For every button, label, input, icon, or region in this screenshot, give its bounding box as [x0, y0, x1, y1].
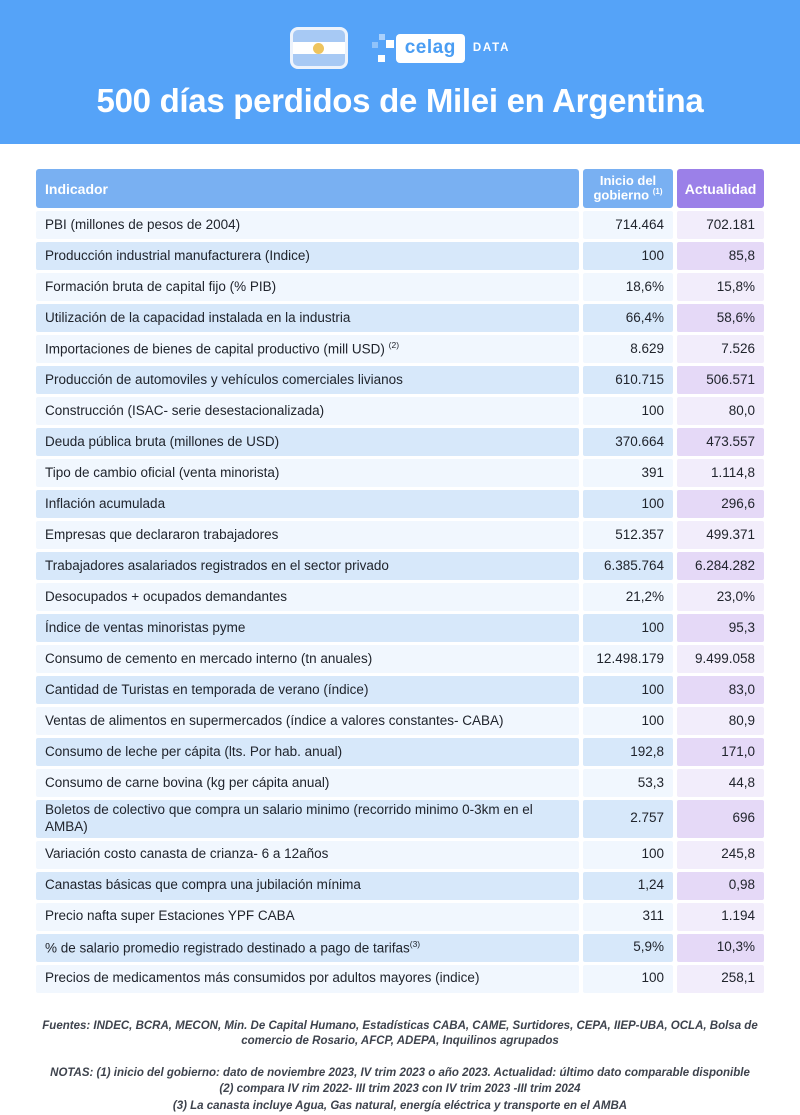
- table-row: [36, 335, 764, 363]
- table-row: [36, 490, 764, 518]
- banner-logo-row: [290, 25, 511, 71]
- table-section: [0, 166, 800, 996]
- inicio-gobierno-value-cell: 100: [583, 707, 673, 735]
- table-row: [36, 965, 764, 993]
- indicator-label: Consumo de cemento en mercado interno (tn anuales): [45, 650, 373, 666]
- inicio-gobierno-value-cell: 100: [583, 614, 673, 642]
- actualidad-value-cell: 44,8: [677, 769, 764, 797]
- table-row: [36, 800, 764, 838]
- inicio-gobierno-value-cell: 2.757: [583, 800, 673, 838]
- table-row: [36, 211, 764, 239]
- table-row: [36, 676, 764, 704]
- indicator-cell: [36, 552, 579, 580]
- indicator-cell: [36, 934, 579, 962]
- table-body: [36, 211, 764, 993]
- note-line-2: (2) compara IV rim 2022- III trim 2023 con IV trim 2023 -III trim 2024: [219, 1083, 581, 1096]
- indicator-cell: [36, 304, 579, 332]
- logo-wordmark: celag: [404, 36, 456, 58]
- indicator-cell: [36, 738, 579, 766]
- table-row: [36, 614, 764, 642]
- indicator-label: Importaciones de bienes de capital productivo (mill USD): [45, 341, 389, 357]
- table-row: [36, 707, 764, 735]
- footnote-marker: (2): [388, 339, 400, 350]
- indicator-label: Boletos de colectivo que compra un salario minimo (recorrido minimo 0-3km en el AMBA): [45, 802, 533, 834]
- table-row: [36, 521, 764, 549]
- indicator-cell: [36, 397, 579, 425]
- actualidad-value-cell: 9.499.058: [677, 645, 764, 673]
- indicator-cell: [36, 872, 579, 900]
- actualidad-value-cell: 1.194: [677, 903, 764, 931]
- actualidad-value-cell: 506.571: [677, 366, 764, 394]
- indicator-cell: [36, 903, 579, 931]
- inicio-gobierno-value-cell: 512.357: [583, 521, 673, 549]
- table-row: [36, 934, 764, 962]
- table-row: [36, 397, 764, 425]
- actualidad-value-cell: 171,0: [677, 738, 764, 766]
- indicator-label: Trabajadores asalariados registrados en el sector privado: [45, 557, 389, 573]
- note-line-1: NOTAS: (1) inicio del gobierno: dato de noviembre 2023, IV trim 2023 o año 2023. Actualidad: último dato comparable disponible: [50, 1066, 750, 1079]
- indicator-cell: [36, 242, 579, 270]
- note-line-3: (3) La canasta incluye Agua, Gas natural, energía eléctrica y transporte en el AMBA: [172, 1100, 628, 1113]
- actualidad-value-cell: 85,8: [677, 242, 764, 270]
- inicio-gobierno-value-cell: 5,9%: [583, 934, 673, 962]
- actualidad-value-cell: 80,0: [677, 397, 764, 425]
- actualidad-value-cell: 473.557: [677, 428, 764, 456]
- column-header-actualidad: Actualidad: [677, 169, 764, 208]
- actualidad-value-cell: 6.284.282: [677, 552, 764, 580]
- header-banner: [0, 0, 800, 144]
- indicator-cell: [36, 211, 579, 239]
- inicio-gobierno-value-cell: 100: [583, 490, 673, 518]
- indicator-label: Empresas que declararon trabajadores: [45, 526, 279, 542]
- logo-wordmark-box: [396, 34, 465, 63]
- indicator-label: Precios de medicamentos más consumidos por adultos mayores (indice): [45, 970, 480, 986]
- indicator-label: Deuda pública bruta (millones de USD): [45, 433, 280, 449]
- indicator-label: Índice de ventas minoristas pyme: [45, 619, 246, 635]
- actualidad-value-cell: 499.371: [677, 521, 764, 549]
- indicator-label: Consumo de leche per cápita (lts. Por hab. anual): [45, 743, 343, 759]
- indicator-label: Precio nafta super Estaciones YPF CABA: [45, 908, 295, 924]
- inicio-gobierno-value-cell: 6.385.764: [583, 552, 673, 580]
- indicator-label: Tipo de cambio oficial (venta minorista): [45, 464, 280, 480]
- indicators-table: [32, 166, 768, 996]
- column-header-inicio-line2: gobierno: [593, 187, 650, 203]
- methodology-notes: [0, 1065, 800, 1115]
- inicio-gobierno-value-cell: 100: [583, 676, 673, 704]
- indicator-label: Inflación acumulada: [45, 495, 166, 511]
- indicator-cell: [36, 366, 579, 394]
- actualidad-value-cell: 696: [677, 800, 764, 838]
- table-row: [36, 583, 764, 611]
- sources-note: [0, 1019, 800, 1050]
- footnote-marker: (3): [409, 938, 421, 949]
- indicator-label: Formación bruta de capital fijo (% PIB): [45, 278, 277, 294]
- indicator-label: Utilización de la capacidad instalada en la industria: [45, 309, 351, 325]
- table-row: [36, 428, 764, 456]
- table-row: [36, 242, 764, 270]
- indicator-cell: [36, 769, 579, 797]
- table-row: [36, 769, 764, 797]
- indicator-cell: [36, 965, 579, 993]
- indicator-label: Ventas de alimentos en supermercados (índice a valores constantes- CABA): [45, 712, 504, 728]
- column-header-indicador: Indicador: [36, 169, 579, 208]
- actualidad-value-cell: 83,0: [677, 676, 764, 704]
- table-header: [36, 169, 764, 208]
- actualidad-value-cell: 58,6%: [677, 304, 764, 332]
- inicio-gobierno-value-cell: 100: [583, 242, 673, 270]
- inicio-gobierno-value-cell: 100: [583, 841, 673, 869]
- inicio-gobierno-value-cell: 12.498.179: [583, 645, 673, 673]
- inicio-gobierno-value-cell: 100: [583, 965, 673, 993]
- indicator-label: Producción industrial manufacturera (Indice): [45, 247, 310, 263]
- inicio-gobierno-value-cell: 18,6%: [583, 273, 673, 301]
- actualidad-value-cell: 702.181: [677, 211, 764, 239]
- indicator-label: % de salario promedio registrado destinado a pago de tarifas: [45, 940, 410, 956]
- page-title: 500 días perdidos de Milei en Argentina: [96, 82, 704, 119]
- actualidad-value-cell: 296,6: [677, 490, 764, 518]
- indicator-cell: [36, 490, 579, 518]
- table-row: [36, 738, 764, 766]
- actualidad-value-cell: 10,3%: [677, 934, 764, 962]
- table-row: [36, 304, 764, 332]
- table-row: [36, 273, 764, 301]
- inicio-gobierno-value-cell: 1,24: [583, 872, 673, 900]
- indicator-label: Producción de automoviles y vehículos comerciales livianos: [45, 371, 403, 387]
- flag-sun-icon: [313, 43, 324, 54]
- inicio-gobierno-value-cell: 53,3: [583, 769, 673, 797]
- inicio-gobierno-value-cell: 610.715: [583, 366, 673, 394]
- indicator-cell: [36, 521, 579, 549]
- table-row: [36, 841, 764, 869]
- column-header-inicio-gobierno: [583, 169, 673, 208]
- inicio-gobierno-value-cell: 21,2%: [583, 583, 673, 611]
- actualidad-value-cell: 23,0%: [677, 583, 764, 611]
- sources-line-2: comercio de Rosario, AFCP, ADEPA, Inquilinos agrupados: [241, 1035, 559, 1048]
- table-row: [36, 645, 764, 673]
- indicator-cell: [36, 707, 579, 735]
- actualidad-value-cell: 245,8: [677, 841, 764, 869]
- footer-notes: [0, 1019, 800, 1115]
- inicio-gobierno-value-cell: 192,8: [583, 738, 673, 766]
- table-row: [36, 366, 764, 394]
- indicator-cell: [36, 335, 579, 363]
- actualidad-value-cell: 1.114,8: [677, 459, 764, 487]
- indicator-cell: [36, 614, 579, 642]
- table-row: [36, 872, 764, 900]
- logo-pixels-icon: [374, 30, 395, 66]
- inicio-gobierno-value-cell: 714.464: [583, 211, 673, 239]
- inicio-gobierno-value-cell: 391: [583, 459, 673, 487]
- indicator-cell: [36, 273, 579, 301]
- indicator-label: Desocupados + ocupados demandantes: [45, 588, 288, 604]
- note-1-marker: (1): [652, 187, 663, 197]
- indicator-cell: [36, 459, 579, 487]
- indicator-cell: [36, 676, 579, 704]
- indicator-cell: [36, 841, 579, 869]
- actualidad-value-cell: 258,1: [677, 965, 764, 993]
- indicator-cell: [36, 645, 579, 673]
- column-header-inicio-line1: Inicio del: [599, 173, 657, 189]
- inicio-gobierno-value-cell: 311: [583, 903, 673, 931]
- indicator-cell: [36, 428, 579, 456]
- actualidad-value-cell: 7.526: [677, 335, 764, 363]
- sources-line-1: Fuentes: INDEC, BCRA, MECON, Min. De Capital Humano, Estadísticas CABA, CAME, Surtidores, CEPA, IIEP-UBA, OCLA, Bolsa de: [42, 1019, 758, 1032]
- indicator-label: Consumo de carne bovina (kg per cápita anual): [45, 774, 330, 790]
- indicator-label: Variación costo canasta de crianza- 6 a 12años: [45, 846, 329, 862]
- indicator-label: Canastas básicas que compra una jubilación mínima: [45, 877, 361, 893]
- indicator-label: Construcción (ISAC- serie desestacionalizada): [45, 402, 325, 418]
- table-row: [36, 552, 764, 580]
- inicio-gobierno-value-cell: 8.629: [583, 335, 673, 363]
- celag-data-logo: [374, 30, 511, 66]
- actualidad-value-cell: 0,98: [677, 872, 764, 900]
- logo-suffix: DATA: [472, 42, 511, 54]
- indicator-cell: [36, 800, 579, 838]
- indicator-cell: [36, 583, 579, 611]
- argentina-flag-icon: [290, 27, 348, 69]
- table-header-row: [36, 169, 764, 208]
- indicator-label: PBI (millones de pesos de 2004): [45, 216, 241, 232]
- indicator-label: Cantidad de Turistas en temporada de verano (índice): [45, 681, 369, 697]
- actualidad-value-cell: 95,3: [677, 614, 764, 642]
- inicio-gobierno-value-cell: 100: [583, 397, 673, 425]
- table-row: [36, 903, 764, 931]
- inicio-gobierno-value-cell: 370.664: [583, 428, 673, 456]
- actualidad-value-cell: 80,9: [677, 707, 764, 735]
- actualidad-value-cell: 15,8%: [677, 273, 764, 301]
- inicio-gobierno-value-cell: 66,4%: [583, 304, 673, 332]
- table-row: [36, 459, 764, 487]
